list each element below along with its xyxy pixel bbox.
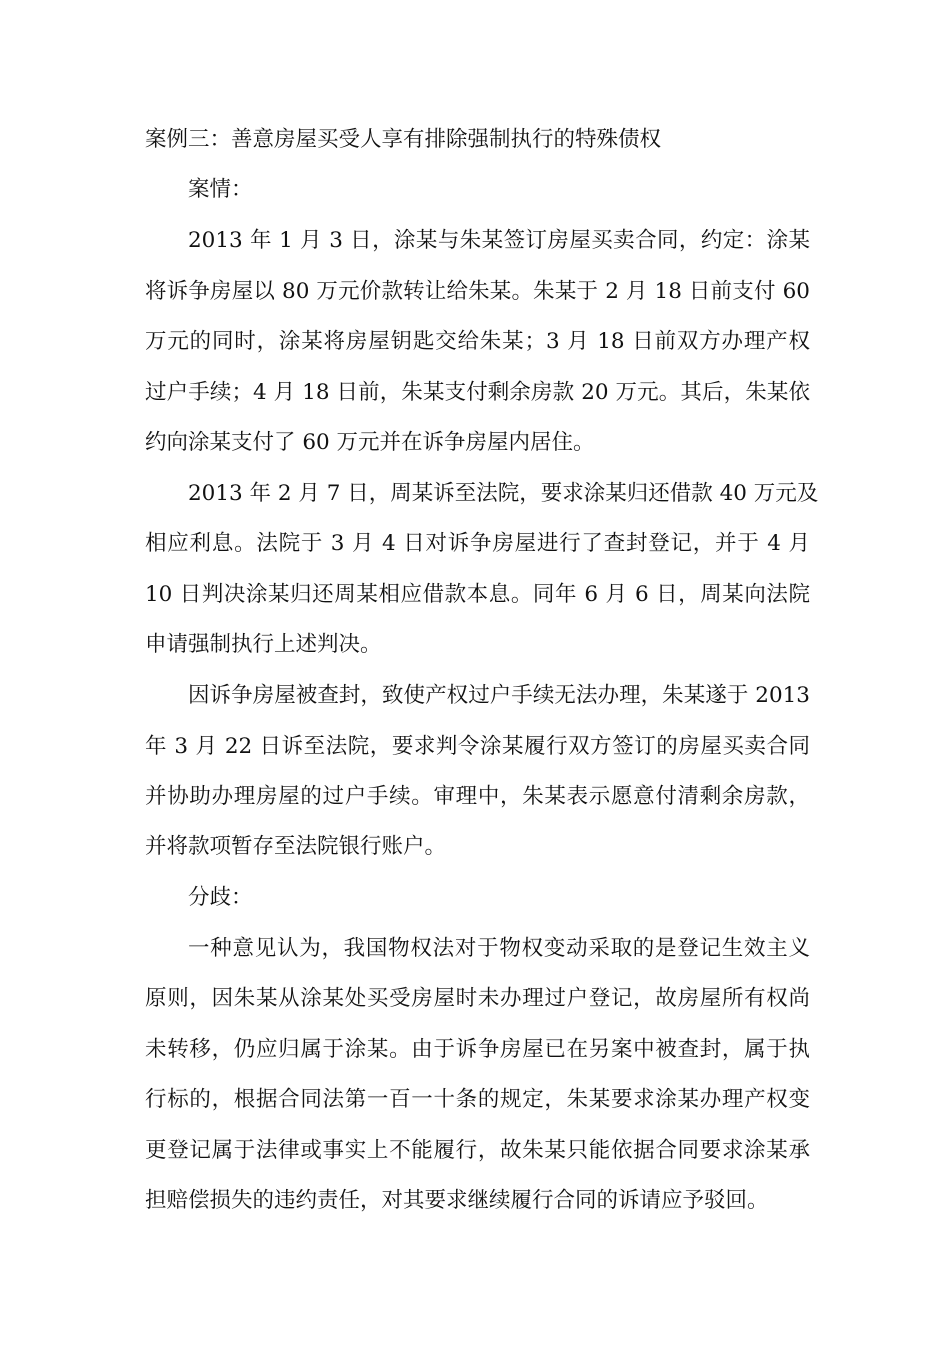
section-heading-case-facts: 案情：: [188, 177, 253, 202]
body-line: 过户手续；4 月 18 日前，朱某支付剩余房款 20 万元。其后，朱某依: [145, 380, 810, 405]
case-title: 案例三：善意房屋买受人享有排除强制执行的特殊债权: [145, 127, 662, 152]
body-line: 未转移，仍应归属于涂某。由于诉争房屋已在另案中被查封，属于执: [145, 1037, 810, 1062]
body-line: 一种意见认为，我国物权法对于物权变动采取的是登记生效主义: [188, 936, 810, 961]
body-line: 约向涂某支付了 60 万元并在诉争房屋内居住。: [145, 430, 595, 455]
body-line: 并将款项暂存至法院银行账户。: [145, 834, 447, 859]
body-line: 2013 年 2 月 7 日，周某诉至法院，要求涂某归还借款 40 万元及: [188, 481, 819, 506]
section-heading-disagreement: 分歧：: [188, 885, 253, 910]
body-line: 将诉争房屋以 80 万元价款转让给朱某。朱某于 2 月 18 日前支付 60: [145, 279, 810, 304]
body-line: 并协助办理房屋的过户手续。审理中，朱某表示愿意付清剩余房款，: [145, 784, 810, 809]
body-line: 更登记属于法律或事实上不能履行，故朱某只能依据合同要求涂某承: [145, 1138, 810, 1163]
body-line: 年 3 月 22 日诉至法院，要求判令涂某履行双方签订的房屋买卖合同: [145, 734, 810, 759]
body-line: 担赔偿损失的违约责任，对其要求继续履行合同的诉请应予驳回。: [145, 1188, 769, 1213]
body-line: 因诉争房屋被查封，致使产权过户手续无法办理，朱某遂于 2013: [188, 683, 810, 708]
body-line: 原则，因朱某从涂某处买受房屋时未办理过户登记，故房屋所有权尚: [145, 986, 810, 1011]
body-line: 行标的，根据合同法第一百一十条的规定，朱某要求涂某办理产权变: [145, 1087, 810, 1112]
body-line: 相应利息。法院于 3 月 4 日对诉争房屋进行了查封登记，并于 4 月: [145, 531, 810, 556]
body-line: 10 日判决涂某归还周某相应借款本息。同年 6 月 6 日，周某向法院: [145, 582, 810, 607]
body-line: 万元的同时，涂某将房屋钥匙交给朱某；3 月 18 日前双方办理产权: [145, 329, 810, 354]
body-line: 2013 年 1 月 3 日，涂某与朱某签订房屋买卖合同，约定：涂某: [188, 228, 810, 253]
body-line: 申请强制执行上述判决。: [145, 632, 382, 657]
